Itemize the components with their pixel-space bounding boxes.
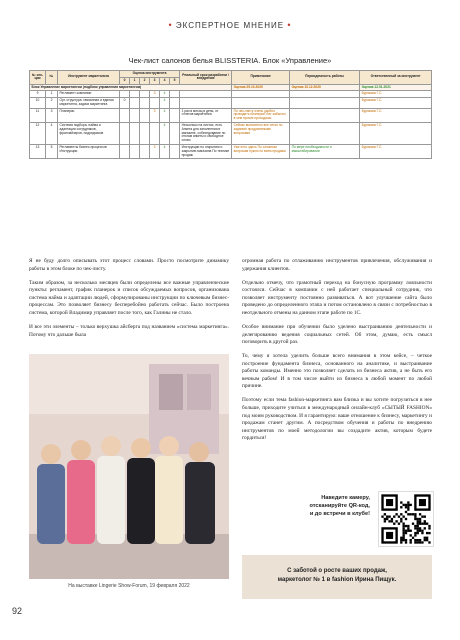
cell-period bbox=[290, 123, 360, 145]
header-cell: Периодичность работы bbox=[290, 71, 360, 85]
cell-score: 4 bbox=[160, 98, 170, 109]
score-header: 3 bbox=[150, 77, 160, 84]
paragraph: Особое внимание при обучении было уделено выстраиванию деятельности и делегированию ведения социальных сетей. Об этом, думаю, есть смысл поговорить в другой раз. bbox=[242, 323, 432, 346]
cell-deadline: 1 раз в месяц в день, от отчетов маркетинга bbox=[180, 108, 232, 122]
score-header: 2 bbox=[140, 77, 150, 84]
cell-period: По мере необходимости и масштабирования bbox=[290, 144, 360, 158]
score-header: 0 bbox=[120, 77, 130, 84]
checklist-title: Чек-лист салонов белья BLISSTERIA. Блок «Управление» bbox=[128, 56, 332, 65]
header-cell: Реальный срок разработки / внедрения bbox=[180, 71, 232, 85]
cell-period bbox=[290, 91, 360, 98]
qr-code-icon[interactable] bbox=[378, 491, 434, 547]
cell-tool: Орг. структура: связанная и единая маркетинга, задачи маркетинга bbox=[58, 98, 120, 109]
header-cell: Инструмент маркетолога bbox=[58, 71, 120, 85]
bullet-icon: • bbox=[287, 20, 292, 30]
cell-note bbox=[232, 98, 290, 109]
cell-sec: 11 bbox=[30, 108, 46, 122]
header-cell: Примечание bbox=[232, 71, 290, 85]
cell-sec: 12 bbox=[30, 123, 46, 145]
cell-score: 3 bbox=[150, 91, 160, 98]
cell-n: 3 bbox=[46, 108, 58, 122]
checklist-table bbox=[29, 70, 432, 159]
checklist-table-wrap bbox=[29, 70, 431, 159]
qr-code-graphic bbox=[379, 492, 433, 546]
cell-score bbox=[120, 123, 130, 145]
photo-caption: На выставке Lingerie Show-Forum, 19 февраля 2022 bbox=[68, 583, 190, 589]
callout-line: маркетолог № 1 в fashion Ирина Пищук. bbox=[277, 577, 397, 583]
block-label: Блок Управление маркетингом (подблок управления маркетингом) bbox=[30, 84, 232, 91]
cell-period bbox=[290, 108, 360, 122]
qr-line: Наведите камеру, bbox=[321, 495, 370, 501]
table-row bbox=[30, 91, 432, 98]
group-photo bbox=[29, 354, 229, 579]
table-row bbox=[30, 123, 432, 145]
paragraph: огромная работа по отлаживанию инструментов привлечения, обслуживания и удержания клиентов. bbox=[242, 258, 432, 272]
cell-deadline bbox=[180, 98, 232, 109]
qr-line: и до встречи в клубе! bbox=[309, 511, 370, 517]
cell-deadline bbox=[180, 91, 232, 98]
cell-score: 4 bbox=[160, 108, 170, 122]
right-column bbox=[242, 258, 432, 449]
group-photo-illustration bbox=[29, 354, 229, 579]
cell-score bbox=[120, 91, 130, 98]
cell-tool: Регламент компании bbox=[58, 91, 120, 98]
cell-deadline: Несколько на листах, есть Анкета для заполнения в магазине, собеседование по итогам анкеты и свободное слово bbox=[180, 123, 232, 145]
paragraph: Я не буду долго описывать этот процесс словами. Просто посмотрите динамику работы в этом блоке по чек-листу. bbox=[29, 258, 229, 272]
cell-owner: Бурякова Г.С. bbox=[360, 108, 432, 122]
section-header bbox=[0, 20, 460, 30]
cell-n: 1 bbox=[46, 91, 58, 98]
cell-score: 3 bbox=[150, 108, 160, 122]
bullet-icon: • bbox=[168, 20, 173, 30]
cell-score bbox=[120, 108, 130, 122]
cell-sec: 10 bbox=[30, 98, 46, 109]
cell-owner: Бурякова Г.С. bbox=[360, 123, 432, 145]
block-date: Оценка 10.12.2020 bbox=[290, 84, 360, 91]
cell-score bbox=[150, 98, 160, 109]
callout-line: С заботой о росте ваших продаж, bbox=[287, 568, 387, 574]
block-date: Оценка 29.10.2020 bbox=[232, 84, 290, 91]
cell-note bbox=[232, 91, 290, 98]
cell-period bbox=[290, 98, 360, 109]
score-header: 1 bbox=[130, 77, 140, 84]
cell-owner: Бурякова Г.С. bbox=[360, 98, 432, 109]
left-column bbox=[29, 258, 229, 346]
table-row bbox=[30, 108, 432, 122]
qr-line: отсканируйте QR-код, bbox=[309, 503, 370, 509]
cell-score: 3 bbox=[150, 144, 160, 158]
cell-score: 0 bbox=[120, 98, 130, 109]
signature-callout bbox=[242, 555, 432, 599]
header-cell: Ответственный за инструмент bbox=[360, 71, 432, 85]
score-header: 5 bbox=[170, 77, 180, 84]
cell-score: 4 bbox=[160, 123, 170, 145]
cell-tool: Регламенты бизнес-процессов Инструкции bbox=[58, 144, 120, 158]
cell-tool: Планерки bbox=[58, 108, 120, 122]
score-header: 4 bbox=[160, 77, 170, 84]
paragraph: Отдельно отмечу, что грамотный переход на бонусную программу лояльности состоялся. Сейчас в компании с ней работает специальный сотрудник, что позволяет инструменту постоянно развиваться. А вот улучшение сайта было проведено до определенного этапа и потом остановлено в связи с потребностью в неотдельного отмены на данном этапе работе по 1С. bbox=[242, 279, 432, 316]
block-row bbox=[30, 84, 432, 91]
cell-note: По чек-листу очень удобно проводить планерки, нет забытых, в чем прочих проходишь bbox=[232, 108, 290, 122]
cell-n: 2 bbox=[46, 98, 58, 109]
paragraph: Таким образом, за несколько месяцев были определены все важные управленческие пункты: регламент, график планерок и список обсуждаемых вопросов, организована система найма и адаптации людей, сформулированы инструкции по ключевым бизнес-процессам. Это позволяет бизнесу бесперебойно работать сейчас. Было построена система, которой Владимир управляет после того, как Галины не стало. bbox=[29, 279, 229, 316]
table-header-row bbox=[30, 71, 432, 78]
cell-score: 4 bbox=[160, 144, 170, 158]
cell-n: 5 bbox=[46, 144, 58, 158]
header-cell: № bbox=[46, 71, 58, 85]
paragraph: И все эти элементы – только верхушка айсберга под названием «система маркетинга». Потому что дальше была bbox=[29, 323, 229, 338]
cell-score bbox=[120, 144, 130, 158]
header-cell: Оценка инструмента bbox=[120, 71, 180, 78]
paragraph: Поэтому если тема fashion-маркетинга вам близка и вы хотите погрузиться в нее больше, приходите учиться в международный онлайн-клуб «СЫТЫЙ FASHION» под моим руководством. И я гарантирую: ваше отношение к бизнесу, маркетингу и продажам станет другим. А посредством обучения и работы по внедрению инструментов по моей методологии вы создадите актив, которым будете гордиться! bbox=[242, 397, 432, 442]
table-row bbox=[30, 98, 432, 109]
header-cell: № сек-ции bbox=[30, 71, 46, 85]
cell-owner: Бурякова Г.С. bbox=[360, 91, 432, 98]
cell-sec: 9 bbox=[30, 91, 46, 98]
cell-score: 4 bbox=[160, 91, 170, 98]
cell-deadline: Инструкции по открытию и закрытию магазина По технике продаж bbox=[180, 144, 232, 158]
block-date: Оценка 12.01.2021 bbox=[360, 84, 432, 91]
cell-sec: 13 bbox=[30, 144, 46, 158]
section-title: ЭКСПЕРТНОЕ МНЕНИЕ bbox=[175, 21, 285, 30]
paragraph: То, чему я хотела уделить больше всего внимания в этом кейсе, – четкое построение фундамента бизнеса, основанного на аналитике, и выстраивание работы команды. Именно это позволяет сделать из бизнеса актив, а не быть его вечным рабом! И в том числе выйти из бизнеса в любой момент по любой причине. bbox=[242, 353, 432, 390]
cell-score bbox=[150, 123, 160, 145]
cell-tool: Система подбора, найма и адаптации сотрудников, франчайзеров, подрядчиков bbox=[58, 123, 120, 145]
cell-note: Уже есть здесь По сложным вопросам нужно по всем продажи bbox=[232, 144, 290, 158]
qr-instructions bbox=[280, 494, 370, 518]
cell-n: 4 bbox=[46, 123, 58, 145]
cell-owner: Бурякова Г.С. bbox=[360, 144, 432, 158]
page-number: 92 bbox=[12, 606, 23, 616]
table-row bbox=[30, 144, 432, 158]
cell-note: Сейчас выполнено все четко по заданию продуманными вопросами bbox=[232, 123, 290, 145]
